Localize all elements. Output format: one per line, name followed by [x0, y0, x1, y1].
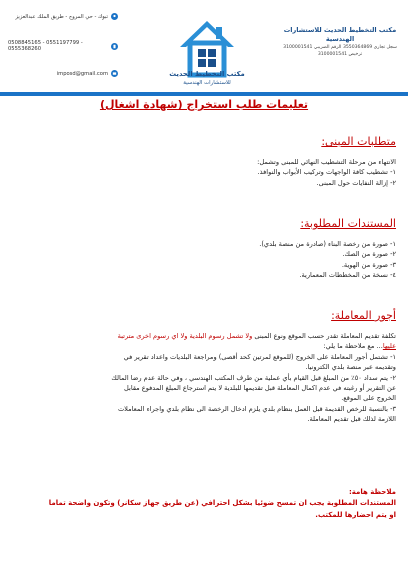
section-heading: أجور المعاملة: [331, 309, 396, 322]
transaction-fees-section [10, 309, 396, 425]
section-line: ٤- نسخة من المخططات المعمارية. [299, 271, 396, 280]
required-documents-section [10, 217, 396, 281]
section-line: الانتهاء من مرحلة التشطيب النهائي للمبنى وتشمل: [257, 158, 396, 166]
page-title: تعليمات طلب استخراج (شهادة اشغال) [99, 98, 309, 111]
logo-line1: مكتب التخطيط الحديث [169, 70, 245, 78]
important-note [10, 487, 396, 521]
header-divider [0, 92, 408, 96]
fees-point: وتقديمه عبر منصة بلدي الكترونيا. [305, 363, 396, 372]
fees-point: عن التقرير أو رغبته في عدم اكمال المعاملة قبل تقديمها للبلدية لا يتم استرجاع المبلغ المدفوع مقابل [123, 384, 396, 393]
company-name: مكتب التخطيط الحديث للاستشارات الهندسية [283, 26, 397, 43]
fees-point: ٣- بالنسبة للرخص القديمة قبل العمل بنظام بلدي يلزم ادخال الرخصة الى نظام بلدي واجراء المعاملات [117, 404, 396, 413]
section-heading: المستندات المطلوبة: [300, 217, 396, 230]
fees-intro-text: تكلفة تقديم المعاملة تقدر حسب الموقع ونوع المبنى [254, 332, 396, 340]
section-line: ١- تشطيب كافة الواجهات وتركيب الأبواب والنوافذ. [257, 168, 396, 177]
note-line: او يتم احضارها للمكتب. [315, 510, 396, 519]
section-line: ٢- صورة من الصك. [342, 250, 396, 259]
location-icon [111, 13, 118, 20]
section-heading: متطلبات المبنى: [321, 135, 396, 148]
location-text: تبوك - حي المروج - طريق الملك عبدالعزيز [15, 13, 108, 20]
section-line: ٣- صورة من الهوية. [341, 260, 396, 269]
section-line: ١- صورة من رخصة البناء (صادرة من منصة بلدي). [259, 240, 396, 248]
building-requirements-section [10, 135, 396, 188]
license-text: ترخيص 3100001541 [317, 52, 363, 57]
email-address[interactable]: imposd@gmail.com [56, 70, 108, 77]
logo-line2: للاستشارات الهندسية [183, 80, 231, 86]
phone-numbers: 0508845165 - 0551197799 - 0555368260 [8, 40, 83, 52]
logo-caption [168, 70, 246, 87]
fees-point: اللازمة لذلك قبل تقديم المعاملة. [307, 415, 396, 424]
fees-intro-highlight-2: عليها [382, 342, 396, 351]
location-contact [8, 13, 118, 20]
fees-intro-tail: ... مع ملاحظة ما يلي: [323, 342, 383, 351]
email-icon [111, 70, 118, 77]
email-contact [8, 70, 118, 77]
registration-text: سجل تجاري 3550364869 الرقم الضريبي 3100001541 [283, 45, 397, 50]
note-heading: ملاحظة هامة: [348, 488, 396, 496]
fees-point: الخروج على الموقع. [341, 394, 396, 403]
fees-intro-highlight: ولا تشمل رسوم البلدية ولا اي رسوم اخرى مترتبة [117, 332, 255, 340]
phone-icon [111, 43, 118, 50]
company-header [280, 26, 400, 58]
note-line: المستندات المطلوبة يجب ان تمسح ضوئيا بشكل احترافي (عن طريق جهاز سكانر) وتكون واضحة تماما [48, 499, 396, 507]
section-line: ٢- إزالة النفايات حول المبنى. [316, 178, 396, 187]
phone-contact [8, 40, 118, 52]
fees-intro-cont [10, 341, 396, 351]
fees-point: ٢- يتم سداد ٥٠٪ من المبلغ قبل القيام بأي عملية من طرف المكتب الهندسي ، وفي حالة عدم رضا المالك [111, 373, 396, 382]
fees-point: ١- تشتمل أجور المعاملة على الخروج (للموقع لمرتين كحد أقصى) ومراجعة البلديات واعداد تقرير في [123, 352, 396, 361]
fees-intro [10, 331, 396, 341]
